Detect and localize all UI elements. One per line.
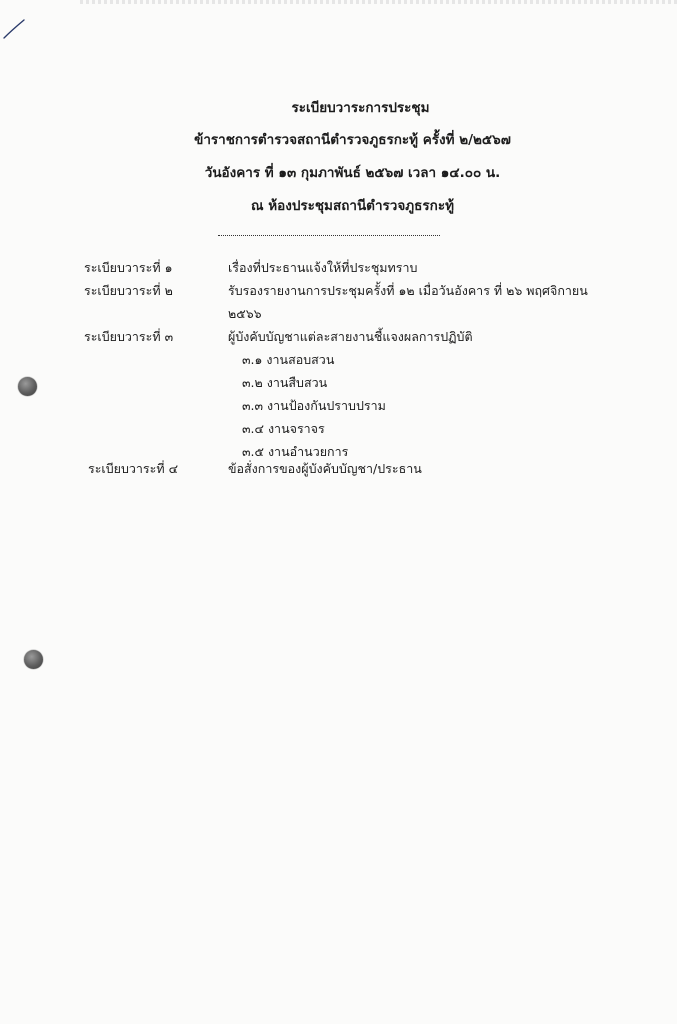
meeting-name: ข้าราชการตำรวจสถานีตำรวจภูธรกะทู้ ครั้งที่ ๒/๒๕๖๗	[194, 132, 511, 148]
agenda-label-2: ระเบียบวาระที่ ๒	[84, 283, 173, 298]
dotted-divider	[218, 235, 440, 236]
page-top-edge	[80, 0, 677, 4]
agenda-text-1: เรื่องที่ประธานแจ้งให้ที่ประชุมทราบ	[228, 260, 418, 275]
agenda-text-2: รับรองรายงานการประชุมครั้งที่ ๑๒ เมื่อวันอังคาร ที่ ๒๖ พฤศจิกายน	[228, 283, 588, 298]
agenda-subitem: ๓.๕ งานอำนวยการ	[242, 444, 349, 459]
meeting-date: วันอังคาร ที่ ๑๓ กุมภาพันธ์ ๒๕๖๗ เวลา ๑๔.๐๐ น.	[204, 165, 501, 181]
meeting-location: ณ ห้องประชุมสถานีตำรวจภูธรกะทู้	[251, 198, 454, 214]
agenda-text-2-continued: ๒๕๖๖	[228, 306, 262, 321]
agenda-label-3: ระเบียบวาระที่ ๓	[84, 329, 174, 344]
document-title: ระเบียบวาระการประชุม	[291, 100, 430, 116]
punch-hole	[18, 377, 37, 396]
pen-mark-icon	[2, 16, 26, 40]
agenda-text-3: ผู้บังคับบัญชาแต่ละสายงานชี้แจงผลการปฏิบัติ	[228, 329, 473, 344]
agenda-subitem: ๓.๓ งานป้องกันปราบปราม	[242, 398, 386, 413]
agenda-subitem: ๓.๑ งานสอบสวน	[242, 352, 335, 367]
agenda-text-4: ข้อสั่งการของผู้บังคับบัญชา/ประธาน	[228, 461, 422, 476]
punch-hole	[24, 650, 43, 669]
agenda-label-1: ระเบียบวาระที่ ๑	[84, 260, 173, 275]
agenda-subitem: ๓.๒ งานสืบสวน	[242, 375, 328, 390]
agenda-subitem: ๓.๔ งานจราจร	[242, 421, 325, 436]
agenda-label-4: ระเบียบวาระที่ ๔	[88, 461, 179, 476]
